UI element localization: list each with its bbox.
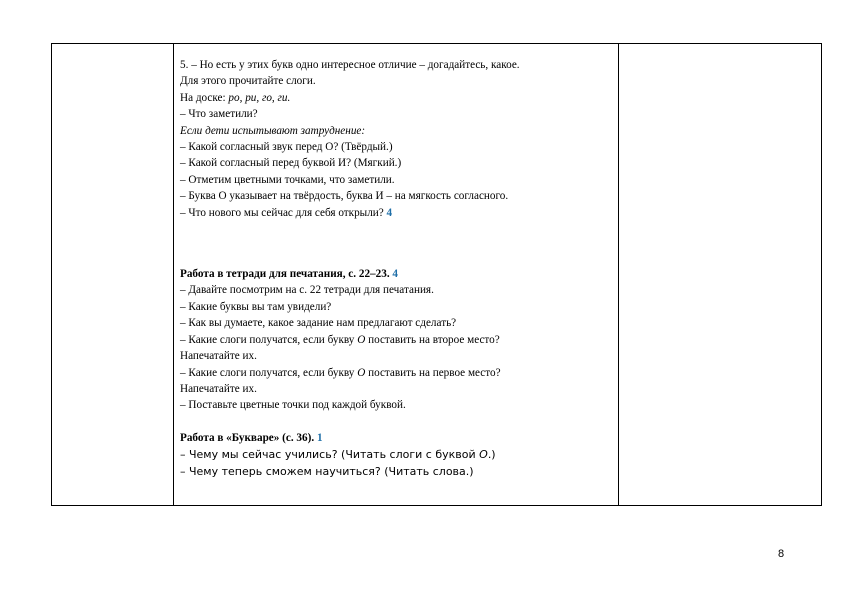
board-syllables: ро, ри, го, ги. (228, 91, 291, 104)
activity-number: 4 (386, 206, 393, 219)
text-line: – Какой согласный звук перед О? (Твёрдый.) (180, 141, 393, 154)
heading-text: Работа в «Букваре» (с. 36). (180, 431, 317, 444)
text-part: поставить на второе место? (365, 333, 500, 346)
heading-text: Работа в тетради для печатания, с. 22–23. (180, 268, 393, 281)
section-heading (180, 266, 618, 282)
text-line (180, 205, 618, 221)
text-line: – Что заметили? (180, 108, 258, 121)
text-part: поставить на первое место? (365, 366, 501, 379)
text-part: – Чему мы сейчас учились? (Читать слоги с буквой (180, 448, 480, 462)
letter-o: О (357, 333, 366, 346)
text-line (180, 332, 618, 348)
activity-number: 4 (392, 268, 399, 281)
text-part: – Какие слоги получатся, если букву (180, 366, 358, 379)
page-number: 8 (778, 548, 785, 560)
text-line: Напечатайте их. (180, 382, 257, 395)
letter-o: О (479, 448, 488, 462)
text-part: – Какие слоги получатся, если букву (180, 333, 358, 346)
board-line (180, 90, 618, 106)
text-line: – Какой согласный перед буквой И? (Мягкий.) (180, 157, 402, 170)
question-text: – Что нового мы сейчас для себя открыли? (180, 206, 387, 219)
lesson-table (51, 43, 822, 506)
text-line (180, 446, 618, 463)
lesson-content-cell (180, 57, 618, 480)
board-label: На доске: (180, 91, 229, 104)
text-line: – Какие буквы вы там увидели? (180, 300, 332, 313)
text-line: – Давайте посмотрим на с. 22 тетради для печатания. (180, 284, 434, 297)
text-line: – Поставьте цветные точки под каждой буквой. (180, 399, 406, 412)
text-line: Для этого прочитайте слоги. (180, 75, 316, 88)
text-line (180, 365, 618, 381)
text-part: .) (487, 448, 496, 462)
text-line: Напечатайте их. (180, 350, 257, 363)
text-line: – Как вы думаете, какое задание нам предлагают сделать? (180, 317, 457, 330)
column-divider-left (173, 44, 174, 505)
column-divider-right (618, 44, 619, 505)
text-line: – Отметим цветными точками, что заметили. (180, 173, 395, 186)
activity-number: 1 (316, 431, 323, 444)
text-line: 5. – Но есть у этих букв одно интересное отличие – догадайтесь, какое. (180, 59, 520, 71)
text-line: – Чему теперь сможем научиться? (Читать слова.) (180, 465, 474, 479)
difficulty-note: Если дети испытывают затруднение: (180, 124, 366, 137)
section-heading (180, 430, 618, 446)
letter-o: О (357, 366, 366, 379)
text-line: – Буква О указывает на твёрдость, буква И – на мягкость согласного. (180, 190, 509, 203)
